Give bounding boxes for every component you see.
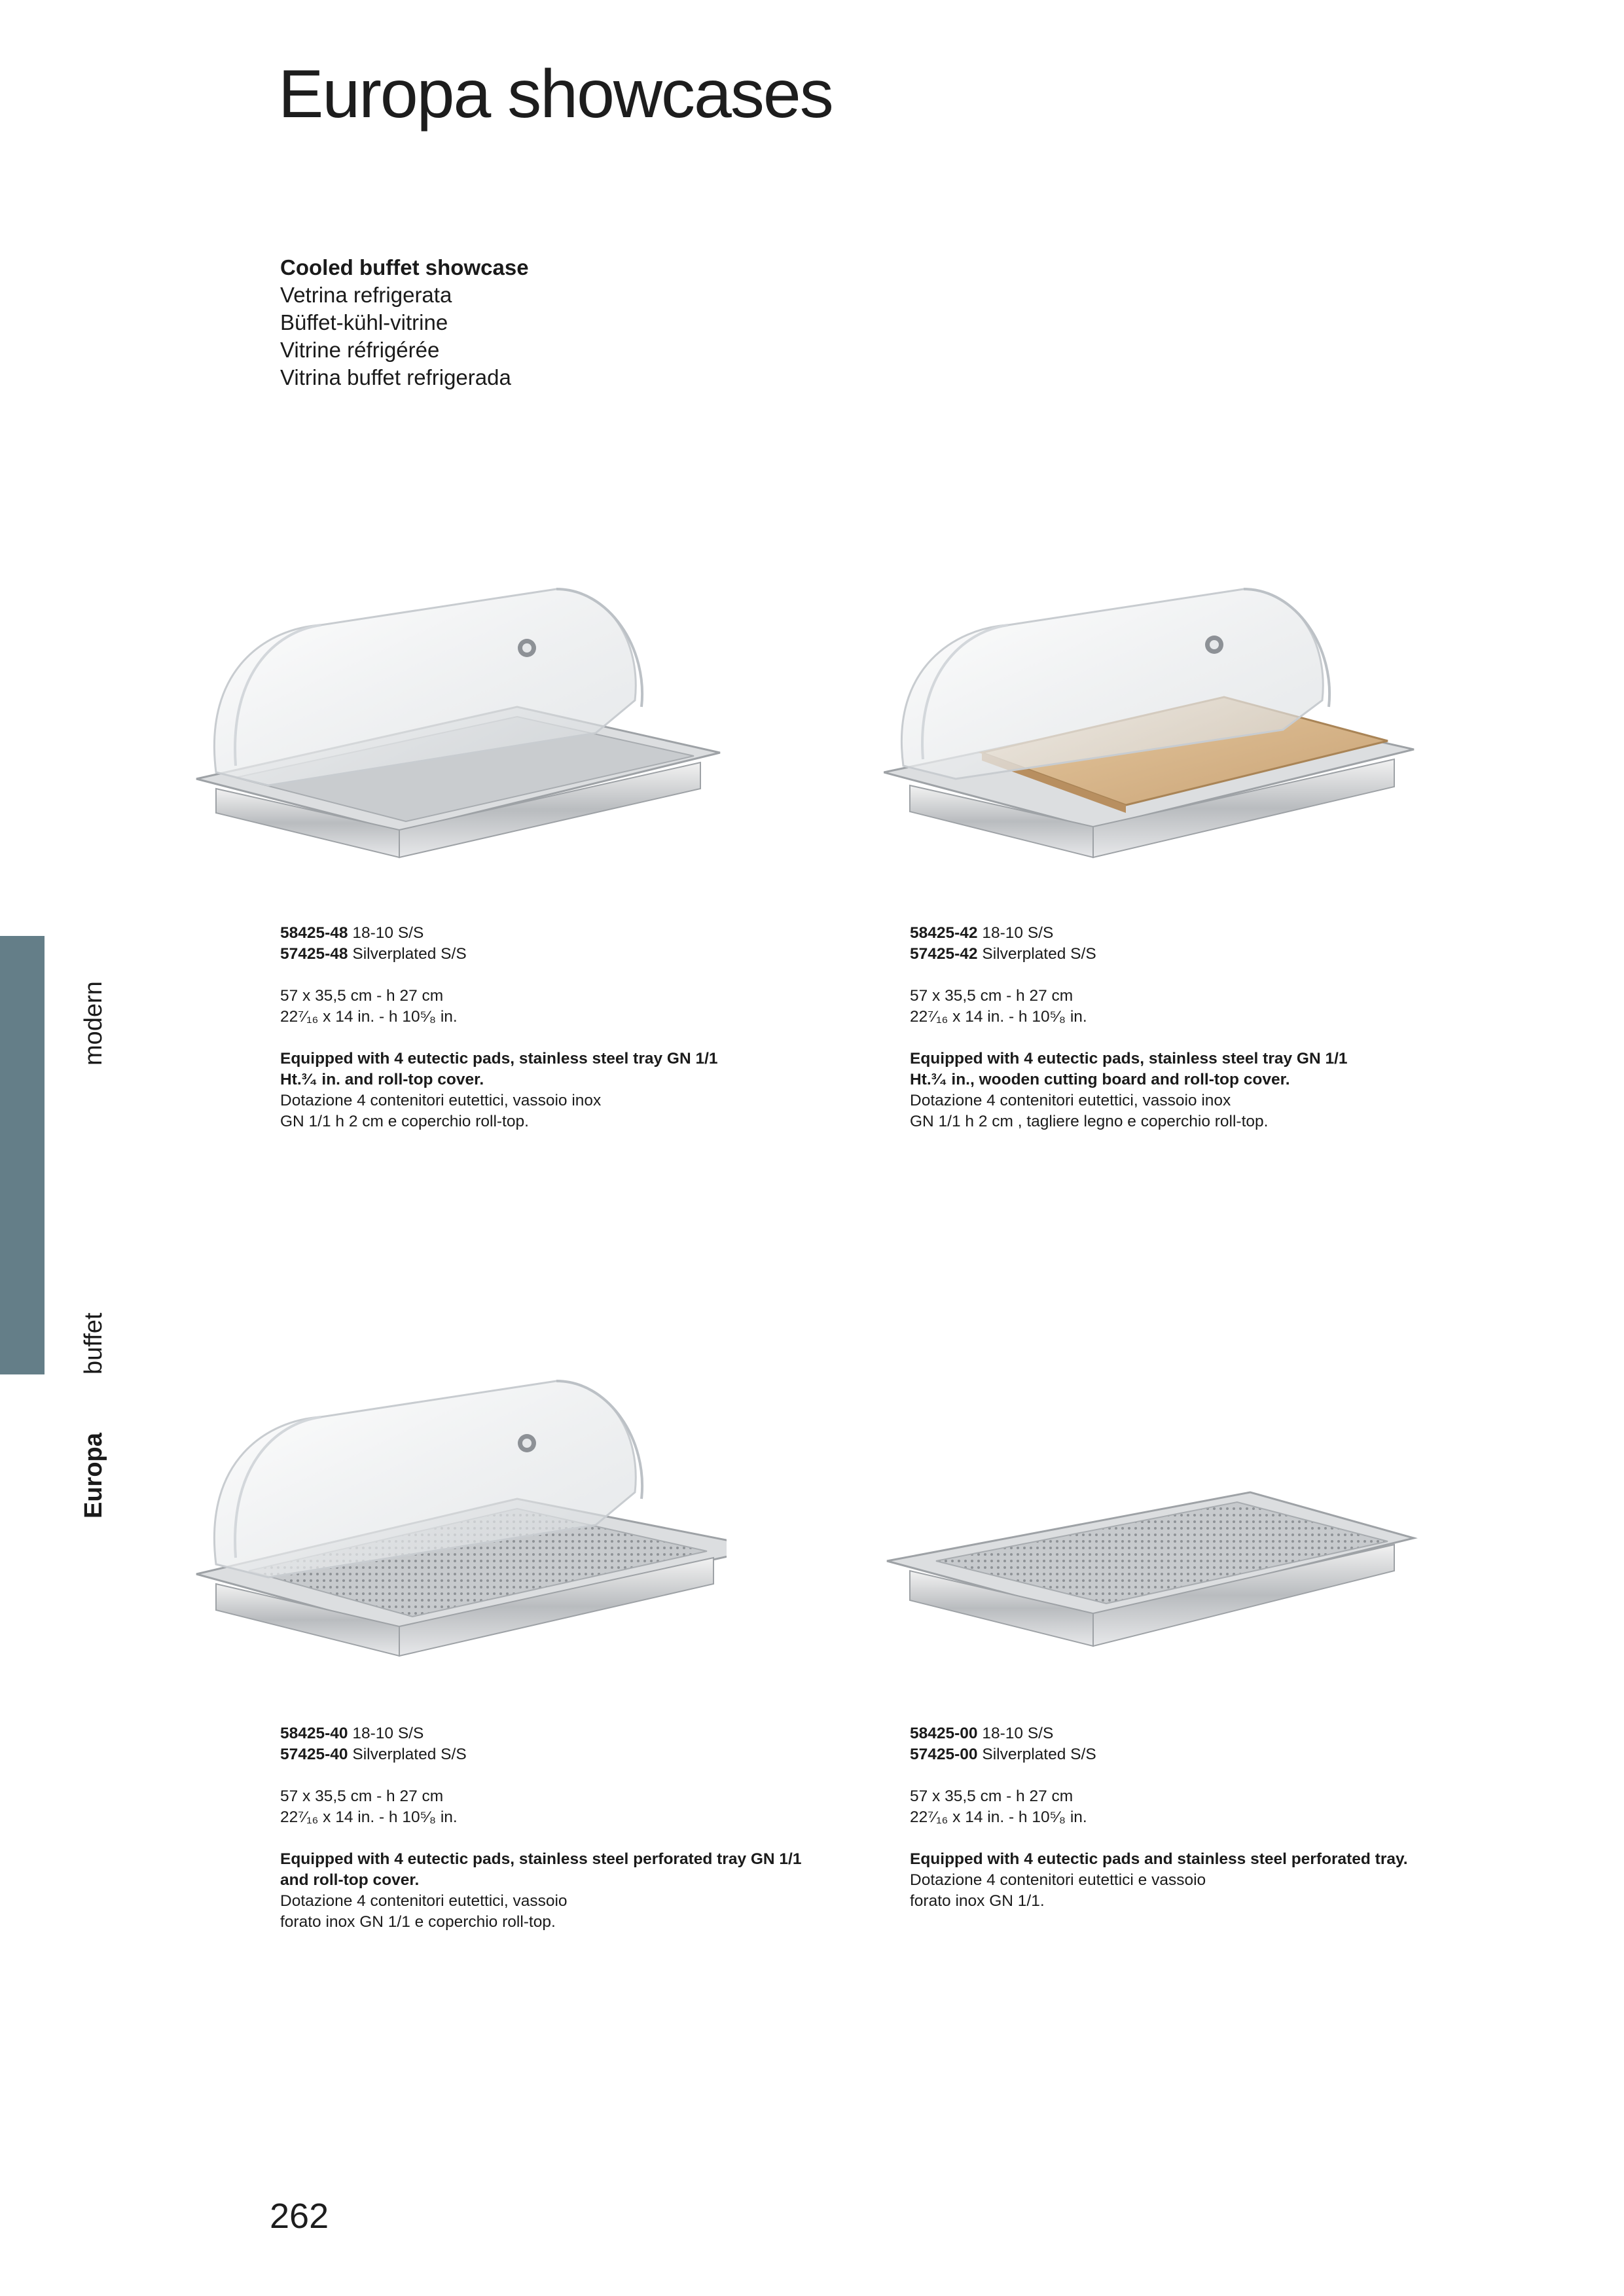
subtitle-line: Vitrine réfrigérée bbox=[280, 338, 440, 362]
product-material: 18-10 S/S bbox=[977, 924, 1054, 942]
product-material: Silverplated S/S bbox=[977, 1746, 1096, 1763]
product-spec-58425-00 bbox=[910, 1723, 1486, 1912]
product-material: Silverplated S/S bbox=[348, 945, 467, 963]
product-material: 18-10 S/S bbox=[348, 924, 424, 942]
dimensions-cm: 57 x 35,5 cm - h 27 cm bbox=[910, 1787, 1074, 1805]
product-code: 58425-48 bbox=[280, 924, 348, 942]
product-material: 18-10 S/S bbox=[977, 1725, 1054, 1742]
description-it: forato inox GN 1/1 e coperchio roll-top. bbox=[280, 1913, 556, 1931]
description-it: Dotazione 4 contenitori eutettici, vassoio inox bbox=[280, 1092, 602, 1109]
product-material: Silverplated S/S bbox=[348, 1746, 467, 1763]
product-code: 58425-40 bbox=[280, 1725, 348, 1742]
page-number: 262 bbox=[270, 2197, 329, 2236]
description-en: and roll-top cover. bbox=[280, 1871, 420, 1889]
description-en: Equipped with 4 eutectic pads and stainless steel perforated tray. bbox=[910, 1850, 1408, 1868]
subtitle-line: Büffet-kühl-vitrine bbox=[280, 310, 448, 334]
sidebar-color-band bbox=[0, 936, 45, 1374]
description-it: Dotazione 4 contenitori eutettici e vassoio bbox=[910, 1871, 1206, 1889]
product-spec-58425-40 bbox=[280, 1723, 856, 1933]
product-image-showcase-perforated-tray bbox=[190, 1361, 727, 1676]
description-en: Equipped with 4 eutectic pads, stainless steel perforated tray GN 1/1 bbox=[280, 1850, 802, 1868]
product-code: 58425-00 bbox=[910, 1725, 978, 1742]
dimensions-in: 22⁷⁄₁₆ x 14 in. - h 10⁵⁄₈ in. bbox=[910, 1008, 1087, 1026]
sidebar-word-europa: Europa bbox=[80, 1433, 107, 1518]
sidebar-word-buffet: buffet bbox=[80, 1312, 107, 1374]
description-it: GN 1/1 h 2 cm e coperchio roll-top. bbox=[280, 1113, 529, 1130]
description-en: Ht.³⁄₄ in. and roll-top cover. bbox=[280, 1071, 484, 1088]
dimensions-cm: 57 x 35,5 cm - h 27 cm bbox=[280, 987, 444, 1005]
dimensions-cm: 57 x 35,5 cm - h 27 cm bbox=[280, 1787, 444, 1805]
dimensions-in: 22⁷⁄₁₆ x 14 in. - h 10⁵⁄₈ in. bbox=[280, 1808, 458, 1826]
dimensions-in: 22⁷⁄₁₆ x 14 in. - h 10⁵⁄₈ in. bbox=[910, 1808, 1087, 1826]
description-en: Equipped with 4 eutectic pads, stainless steel tray GN 1/1 bbox=[280, 1050, 718, 1067]
page-title: Europa showcases bbox=[278, 56, 833, 132]
sidebar-word-modern: modern bbox=[80, 981, 107, 1066]
product-material: 18-10 S/S bbox=[348, 1725, 424, 1742]
subtitle-line: Vetrina refrigerata bbox=[280, 283, 452, 307]
description-it: forato inox GN 1/1. bbox=[910, 1892, 1045, 1910]
product-code: 57425-40 bbox=[280, 1746, 348, 1763]
product-image-showcase-wooden-board bbox=[884, 569, 1420, 877]
description-en: Equipped with 4 eutectic pads, stainless steel tray GN 1/1 bbox=[910, 1050, 1348, 1067]
dimensions-cm: 57 x 35,5 cm - h 27 cm bbox=[910, 987, 1074, 1005]
dimensions-in: 22⁷⁄₁₆ x 14 in. - h 10⁵⁄₈ in. bbox=[280, 1008, 458, 1026]
product-spec-58425-42 bbox=[910, 923, 1486, 1132]
subtitle-block bbox=[280, 254, 529, 391]
product-code: 57425-42 bbox=[910, 945, 978, 963]
product-code: 58425-42 bbox=[910, 924, 978, 942]
product-code: 57425-00 bbox=[910, 1746, 978, 1763]
product-code: 57425-48 bbox=[280, 945, 348, 963]
description-en: Ht.³⁄₄ in., wooden cutting board and roll-top cover. bbox=[910, 1071, 1290, 1088]
description-it: Dotazione 4 contenitori eutettici, vassoio bbox=[280, 1892, 568, 1910]
description-it: Dotazione 4 contenitori eutettici, vassoio inox bbox=[910, 1092, 1231, 1109]
product-material: Silverplated S/S bbox=[977, 945, 1096, 963]
subtitle-line: Vitrina buffet refrigerada bbox=[280, 365, 511, 389]
subtitle-bold: Cooled buffet showcase bbox=[280, 255, 529, 279]
description-it: GN 1/1 h 2 cm , tagliere legno e coperchio roll-top. bbox=[910, 1113, 1269, 1130]
product-image-showcase-steel-tray bbox=[190, 569, 727, 877]
product-spec-58425-48 bbox=[280, 923, 856, 1132]
product-image-perforated-tray bbox=[884, 1486, 1420, 1682]
